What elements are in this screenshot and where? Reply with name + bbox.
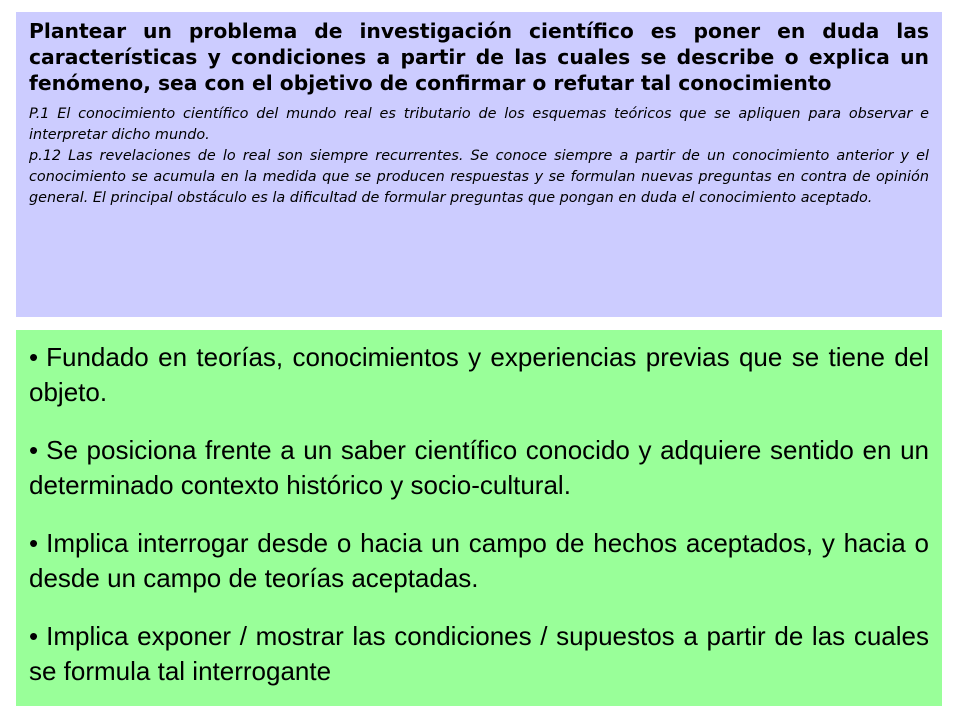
bullet-icon: •: [29, 528, 39, 558]
bullet-icon: •: [29, 342, 39, 372]
characteristics-list: [29, 340, 929, 688]
quote-page-12: p.12 Las revelaciones de lo real son siempre recurrentes. Se conoce siempre a partir de un conocimiento anterior y el conocimiento se acumula en la medida que se producen respuestas y se formulan nuevas preguntas en contra de opinión general. El principal obstáculo es la dificultad de formular preguntas que pongan en duda el conocimiento aceptado.: [29, 148, 929, 206]
list-item-text: Implica interrogar desde o hacia un campo de hechos aceptados, y hacia o desde un campo de teorías aceptadas.: [29, 528, 929, 593]
list-item-text: Fundado en teorías, conocimientos y experiencias previas que se tiene del objeto.: [29, 342, 929, 407]
bullet-icon: •: [29, 621, 39, 651]
list-item: [29, 619, 929, 688]
quote-page-1: P.1 El conocimiento científico del mundo real es tributario de los esquemas teóricos que se apliquen para observar e interpretar dicho mundo.: [29, 106, 929, 143]
list-item: [29, 526, 929, 595]
definition-panel: [16, 12, 942, 317]
list-item-text: Implica exponer / mostrar las condiciones / supuestos a partir de las cuales se formula tal interrogante: [29, 621, 929, 686]
definition-heading: Plantear un problema de investigación científico es poner en duda las características y condiciones a partir de las cuales se describe o explica un fenómeno, sea con el objetivo de confirmar o refutar tal conocimiento: [29, 19, 929, 95]
list-item-text: Se posiciona frente a un saber científico conocido y adquiere sentido en un determinado contexto histórico y socio-cultural.: [29, 435, 929, 500]
list-item: [29, 433, 929, 502]
list-item: [29, 340, 929, 409]
bullet-icon: •: [29, 435, 39, 465]
characteristics-panel: [16, 330, 942, 706]
